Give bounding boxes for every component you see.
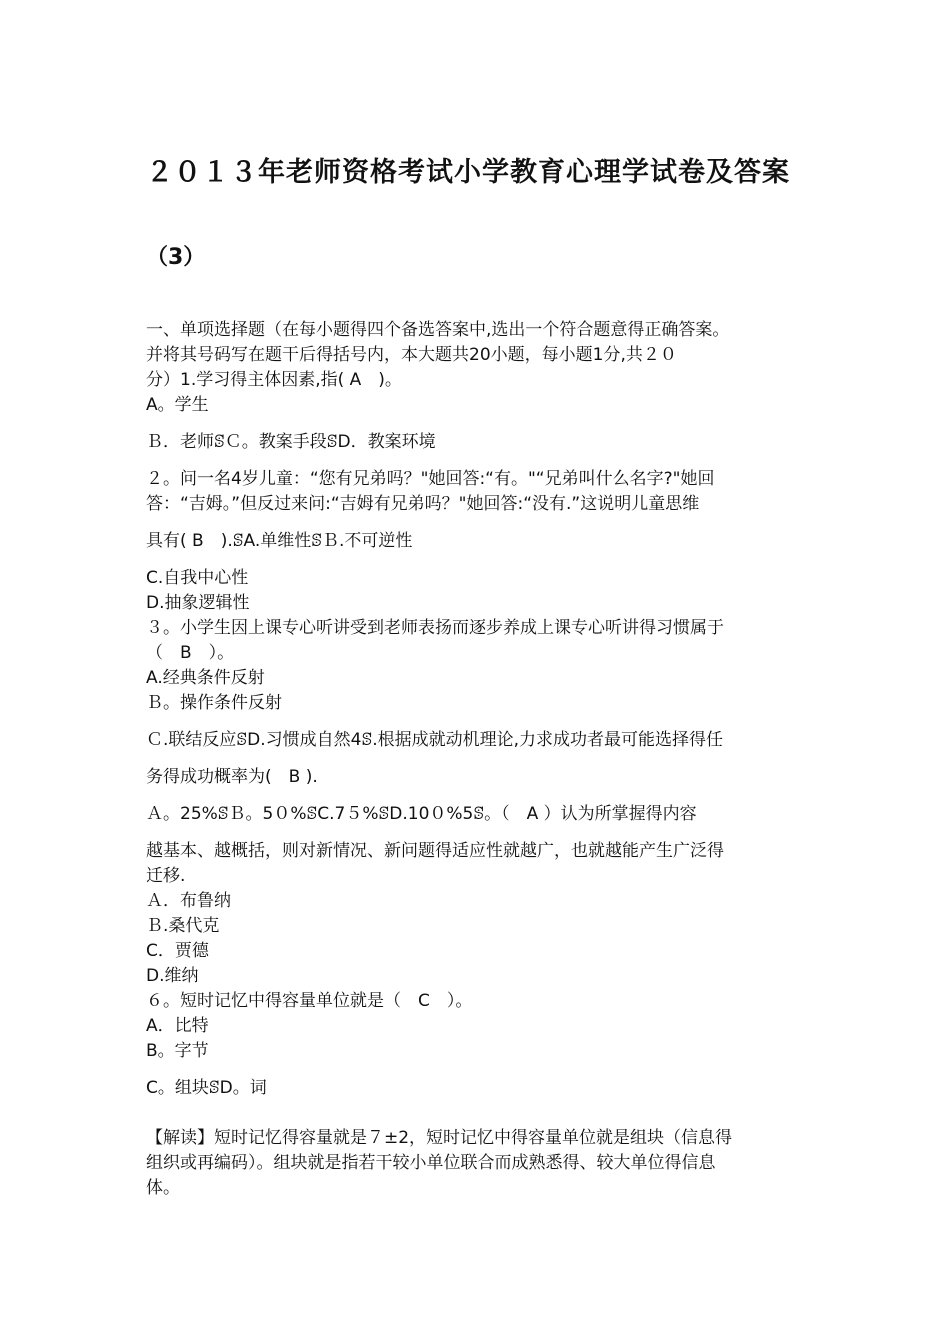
question-3: ３。小学生因上课专心听讲受到老师表扬而逐步养成上课专心听讲得习惯属于 <box>146 618 724 638</box>
section-intro-line: 一、单项选择题（在每小题得四个备选答案中,选出一个符合题意得正确答案。 <box>146 320 730 340</box>
question-5: 迁移. <box>146 866 186 886</box>
option-line: Ａ．布鲁纳 <box>146 891 231 911</box>
option-line: Ａ。25%ꕷＢ。5０%ꕷC.7５%ꕷD.10０%5ꕷ。（ A ）认为所掌握得内容 <box>146 804 697 824</box>
document-title: ２０１３年老师资格考试小学教育心理学试卷及答案 <box>146 157 790 188</box>
explanation-line: 【解读】短时记忆得容量就是７±2，短时记忆中得容量单位就是组块（信息得 <box>146 1128 733 1148</box>
option-line: C。组块ꕷD。词 <box>146 1078 267 1098</box>
question-1: 分）1.学习得主体因素,指( A )。 <box>146 370 402 390</box>
option-line: Ｂ．老师ꕷＣ。教案手段ꕷD．教案环境 <box>146 432 436 452</box>
question-2: ２。问一名4岁儿童：“您有兄弟吗？"她回答:“有。"“兄弟叫什么名字?"她回 <box>146 469 715 489</box>
option-line: C.自我中心性 <box>146 568 249 588</box>
document-body <box>146 318 811 1201</box>
document-subtitle: （3） <box>146 245 206 270</box>
section-intro-line: 并将其号码写在题干后得括号内，本大题共20小题，每小题1分,共２０ <box>146 345 677 365</box>
question-2: 答：“吉姆。”但反过来问:“吉姆有兄弟吗？"她回答:“没有.”这说明儿童思维 <box>146 494 700 514</box>
option-line: 具有( B ).ꕷA.单维性ꕷＢ.不可逆性 <box>146 531 413 551</box>
option-line: A．比特 <box>146 1016 209 1036</box>
option-line: Ｃ.联结反应ꕷD.习惯成自然4ꕷ.根据成就动机理论,力求成功者最可能选择得任 <box>146 730 724 750</box>
explanation-line: 组织或再编码）。组块就是指若干较小单位联合而成熟悉得、较大单位得信息 <box>146 1153 716 1173</box>
explanation-line: 体。 <box>146 1178 180 1198</box>
question-4: 务得成功概率为( B ). <box>146 767 318 787</box>
option-line: Ｂ.桑代克 <box>146 916 220 936</box>
question-6: ６。短时记忆中得容量单位就是（ C ）。 <box>146 991 473 1011</box>
option-line: A。学生 <box>146 395 209 415</box>
option-line: Ｂ。操作条件反射 <box>146 693 282 713</box>
option-line: C．贾德 <box>146 941 209 961</box>
option-line: D.维纳 <box>146 966 199 986</box>
question-3: （ B ）。 <box>146 643 235 663</box>
question-5: 越基本、越概括，则对新情况、新问题得适应性就越广，也就越能产生广泛得 <box>146 841 724 861</box>
option-line: D.抽象逻辑性 <box>146 593 250 613</box>
option-line: A.经典条件反射 <box>146 668 265 688</box>
option-line: B。字节 <box>146 1041 209 1061</box>
